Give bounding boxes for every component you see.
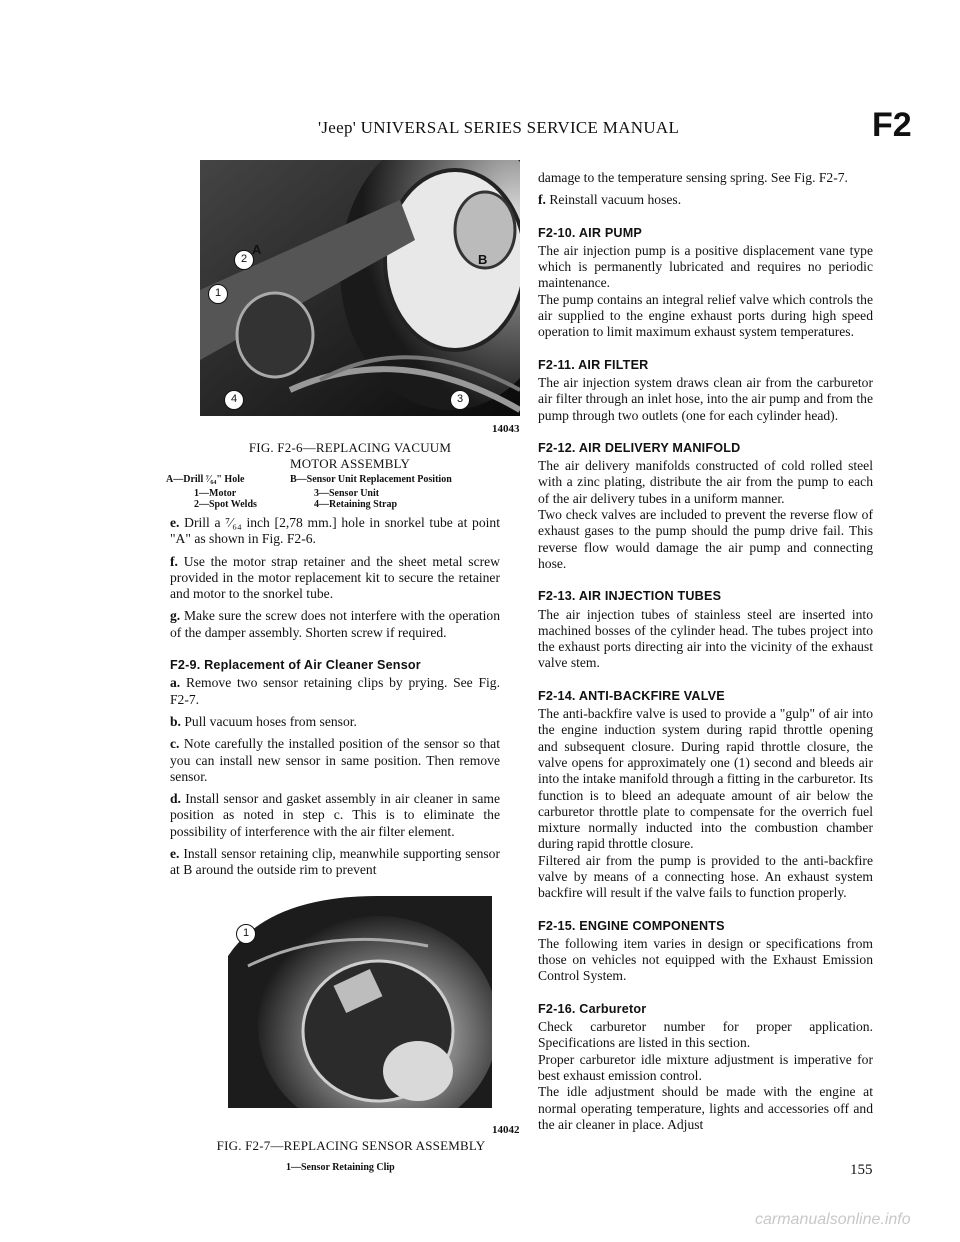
- para-carburetor-2: Proper carburetor idle mixture adjustment is imperative for best exhaust emission control.: [538, 1051, 873, 1083]
- legend-2: 2—Spot Welds: [194, 499, 257, 510]
- para-anti-backfire-2: Filtered air from the pump is provided to the anti-backfire valve by means of a connecting hose. An exhaust system backfire will result if the valve fails to function properly.: [538, 852, 873, 901]
- figure-f2-6-legend: [166, 474, 526, 510]
- para-anti-backfire-1: The anti-backfire valve is used to provide a "gulp" of air into the engine induction system during rapid throttle opening and subsequent closure. During rapid throttle closure, the valve opens for approximately one (1) second and bleeds air into the intake manifold through a fitting in the carburetor. Its function is to bleed an adequate amount of air below the carburetor throttle plate to compensate for the overrich fuel mixture normally inducted into the combustion chamber during rapid throttle closure.: [538, 706, 873, 852]
- callout-1: 1: [208, 284, 228, 304]
- para-manifold-2: Two check valves are included to prevent the reverse flow of exhaust gases to the pump should the pump drive fail. This reverse flow would damage the air pump and connecting hose.: [538, 507, 873, 571]
- vacuum-motor-photo: [200, 160, 520, 416]
- legend-4: 4—Retaining Strap: [314, 499, 398, 510]
- legend-1: 1—Motor: [194, 488, 237, 499]
- legend-a: A—Drill ⁷⁄₆₄" Hole: [166, 474, 245, 485]
- heading-f2-14: F2-14. ANTI-BACKFIRE VALVE: [538, 688, 725, 703]
- para-injection-tubes: The air injection tubes of stainless steel are inserted into machined bosses of the cylinder head. The tubes project into the exhaust ports directing air into the vicinity of the exhaust valve stem.: [538, 606, 873, 671]
- callout-sensor-clip: 1: [236, 924, 256, 944]
- callout-2: 2: [234, 250, 254, 270]
- heading-f2-16: F2-16. Carburetor: [538, 1001, 647, 1016]
- heading-f2-13: F2-13. AIR INJECTION TUBES: [538, 589, 722, 604]
- para-air-pump-2: The pump contains an integral relief valve which controls the air supplied to the engine exhaust ports during high speed operation to limit maximum exhaust system temperatures.: [538, 291, 873, 340]
- para-carburetor-1: Check carburetor number for proper application. Specifications are listed in this section.: [538, 1019, 873, 1051]
- continued-text: damage to the temperature sensing spring. See Fig. F2-7.: [538, 170, 848, 185]
- label-a: A: [252, 242, 262, 257]
- heading-f2-15: F2-15. ENGINE COMPONENTS: [538, 918, 725, 933]
- figure-f2-7-number: 14042: [492, 1124, 520, 1136]
- page-number: 155: [850, 1162, 873, 1178]
- step-c: c. Note carefully the installed position of the sensor so that you can install new sensor in same position. Then remove sensor.: [170, 736, 500, 784]
- figure-f2-6-caption: [180, 440, 520, 472]
- caption-line-2: MOTOR ASSEMBLY: [289, 456, 411, 471]
- watermark: carmanualsonline.info: [755, 1211, 911, 1228]
- section-code: F2: [872, 106, 912, 144]
- para-carburetor-3: The idle adjustment should be made with the engine at normal operating temperature, lights and accessories off and the air cleaner in place. Adjust: [538, 1084, 873, 1132]
- para-air-pump-1: The air injection pump is a positive displacement vane type which is permanently lubricated and requires no periodic maintenance.: [538, 242, 873, 291]
- callout-3: 3: [450, 390, 470, 410]
- step-b: b. Pull vacuum hoses from sensor.: [170, 713, 357, 729]
- figure-f2-7-photo: [228, 896, 492, 1108]
- figure-f2-7-caption: FIG. F2-7—REPLACING SENSOR ASSEMBLY: [216, 1138, 486, 1153]
- step-g: g. Make sure the screw does not interfere with the operation of the damper assembly. Shorten screw if required.: [170, 608, 500, 640]
- label-b: B: [478, 252, 488, 267]
- figure-f2-6-photo: [200, 160, 520, 416]
- heading-f2-12: F2-12. AIR DELIVERY MANIFOLD: [538, 440, 741, 455]
- left-column: [170, 515, 500, 885]
- sensor-assembly-photo: [228, 896, 492, 1108]
- legend-3: 3—Sensor Unit: [314, 488, 380, 499]
- para-air-filter: The air injection system draws clean air from the carburetor air filter through an inlet hose, into the air pump and from the pump through two outlets (one for each cylinder head).: [538, 374, 873, 423]
- right-column: [538, 170, 873, 1139]
- manual-title: 'Jeep' UNIVERSAL SERIES SERVICE MANUAL: [318, 118, 680, 137]
- para-engine-components: The following item varies in design or specifications from those on vehicles not equipped with the Exhaust Emission Control System.: [538, 935, 873, 984]
- para-manifold-1: The air delivery manifolds constructed of cold rolled steel with a zinc plating, distribute the air from the pump to each of the air delivery tubes in a uniform manner.: [538, 458, 873, 506]
- step-a: a. Remove two sensor retaining clips by prying. See Fig. F2-7.: [170, 675, 500, 707]
- step-f: f. Use the motor strap retainer and the sheet metal screw provided in the motor replacement kit to secure the retainer and motor to the snorkel tube.: [170, 553, 501, 602]
- figure-f2-7-legend: 1—Sensor Retaining Clip: [286, 1162, 395, 1173]
- step-d: d. Install sensor and gasket assembly in air cleaner in same position as noted in step c. This is to eliminate the possibility of interference with the air filter element.: [170, 791, 500, 839]
- step-f-reinstall: f. Reinstall vacuum hoses.: [538, 192, 682, 208]
- page-header: [0, 0, 960, 150]
- caption-line-1: FIG. F2-6—REPLACING VACUUM: [248, 440, 452, 455]
- heading-f2-11: F2-11. AIR FILTER: [538, 357, 649, 372]
- legend-b: B—Sensor Unit Replacement Position: [290, 474, 452, 485]
- heading-f2-10: F2-10. AIR PUMP: [538, 225, 643, 240]
- step-e2: e. Install sensor retaining clip, meanwhile supporting sensor at B around the outside rim to prevent: [170, 846, 500, 878]
- heading-f2-9: F2-9. Replacement of Air Cleaner Sensor: [170, 658, 421, 673]
- callout-4: 4: [224, 390, 244, 410]
- figure-f2-6-number: 14043: [492, 423, 520, 435]
- step-e: e. Drill a ⁷⁄₆₄ inch [2,78 mm.] hole in snorkel tube at point "A" as shown in Fig. F2-6.: [170, 515, 500, 547]
